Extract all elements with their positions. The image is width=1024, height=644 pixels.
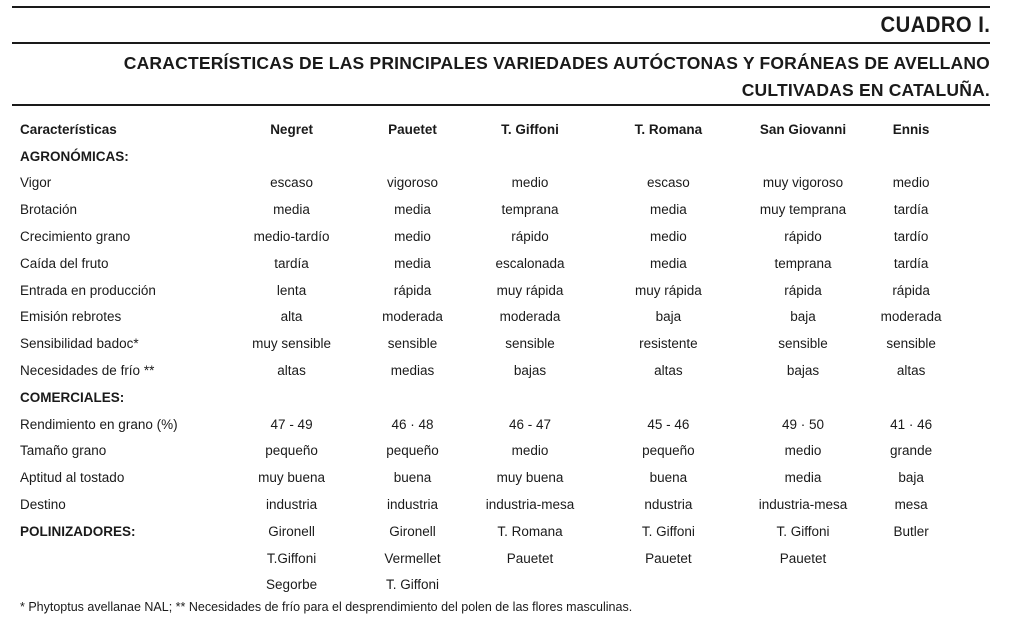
column-header: T. Romana <box>634 121 703 137</box>
footnote: * Phytoptus avellanae NAL; ** Necesidades de frío para el desprendimiento del polen de las flores masculinas. <box>20 600 633 614</box>
table-cell: resistente <box>639 336 698 352</box>
table-cell: tardía <box>893 255 929 271</box>
table-body <box>20 143 960 599</box>
table-cell: muy sensible <box>252 336 331 352</box>
table-cell: media <box>394 255 431 271</box>
table-cell: Gironell <box>268 523 315 539</box>
empty-cell <box>225 143 358 170</box>
table-cell: media <box>273 202 310 218</box>
table-cell: rápido <box>784 229 822 245</box>
table-cell: rápida <box>892 282 930 298</box>
table-cell: 47 - 49 <box>270 416 313 432</box>
table-cell: temprana <box>774 255 832 271</box>
table-cell: buena <box>393 470 432 486</box>
table-cell: temprana <box>501 202 559 218</box>
table-cell: muy buena <box>496 470 564 486</box>
table-cell: T. Giffoni <box>776 523 830 539</box>
table-cell: grande <box>890 443 933 459</box>
row-label: Sensibilidad badoc* <box>20 336 139 352</box>
table-cell: 46 - 47 <box>508 416 551 432</box>
table-cell: medio-tardío <box>253 229 330 245</box>
table-cell: baja <box>655 309 682 325</box>
table-cell: muy temprana <box>759 202 847 218</box>
table-cell: buena <box>649 470 688 486</box>
table-row <box>20 411 960 438</box>
table-cell: medio <box>650 229 687 245</box>
table-cell: tardío <box>893 229 929 245</box>
table-cell <box>467 572 593 599</box>
section-row <box>20 143 960 170</box>
title-line-1: CARACTERÍSTICAS DE LAS PRINCIPALES VARIEDADES AUTÓCTONAS Y FORÁNEAS DE AVELLANO <box>123 53 990 73</box>
row-label: Crecimiento grano <box>20 229 131 245</box>
table-row <box>20 196 960 223</box>
table-cell: industria-mesa <box>485 497 575 513</box>
table-cell: sensible <box>886 336 936 352</box>
table-cell: industria <box>266 497 318 513</box>
table-cell: T.Giffoni <box>266 550 317 566</box>
table-cell: rápido <box>511 229 549 245</box>
polinizadores-row <box>20 572 960 599</box>
table-cell: ndustria <box>644 497 693 513</box>
empty-cell <box>20 545 225 572</box>
empty-cell <box>744 384 862 411</box>
row-label: Entrada en producción <box>20 282 156 298</box>
table-cell: Butler <box>893 523 929 539</box>
varieties-table <box>20 116 960 598</box>
table-cell: medio <box>784 443 822 459</box>
row-label: Tamaño grano <box>20 443 107 459</box>
table-cell <box>744 572 862 599</box>
table-row <box>20 330 960 357</box>
table-row <box>20 250 960 277</box>
row-label: Emisión rebrotes <box>20 309 122 325</box>
empty-cell <box>862 384 960 411</box>
section-row <box>20 384 960 411</box>
empty-cell <box>358 143 467 170</box>
table-row <box>20 277 960 304</box>
table-cell: vigoroso <box>387 175 439 191</box>
table-row <box>20 223 960 250</box>
table-cell: moderada <box>880 309 942 325</box>
table-cell <box>862 572 960 599</box>
table-cell: Pauetet <box>779 550 827 566</box>
column-header: T. Giffoni <box>501 121 559 137</box>
table-cell: Gironell <box>389 523 436 539</box>
table-cell: alta <box>280 309 303 325</box>
table-row <box>20 357 960 384</box>
table-cell: escaso <box>270 175 313 191</box>
empty-cell <box>20 572 225 599</box>
column-header: Negret <box>270 121 313 137</box>
table-cell: media <box>650 202 687 218</box>
table-cell: tardía <box>893 202 929 218</box>
table-cell <box>593 572 744 599</box>
corner-header: Características <box>20 121 117 137</box>
table-cell: muy rápida <box>635 282 702 298</box>
table-cell: moderada <box>382 309 443 325</box>
empty-cell <box>593 143 744 170</box>
table-cell: bajas <box>786 363 820 379</box>
table-number: CUADRO I. <box>880 12 990 37</box>
column-header: Pauetet <box>388 121 437 137</box>
table-cell: lenta <box>276 282 307 298</box>
table-row <box>20 438 960 465</box>
table-cell: tardía <box>274 255 309 271</box>
row-label: Aptitud al tostado <box>20 470 125 486</box>
table-cell: baja <box>790 309 816 325</box>
table-cell: mesa <box>894 497 928 513</box>
table-cell: bajas <box>513 363 547 379</box>
empty-cell <box>593 384 744 411</box>
table-cell: medio <box>394 229 431 245</box>
table-cell: muy buena <box>258 470 325 486</box>
table-cell: pequeño <box>386 443 439 459</box>
table-cell: muy vigoroso <box>762 175 844 191</box>
table-cell: sensible <box>505 336 555 352</box>
table-cell: rápida <box>784 282 822 298</box>
table-cell: T. Romana <box>497 523 563 539</box>
empty-cell <box>862 143 960 170</box>
table-cell: medio <box>511 175 549 191</box>
table-cell: sensible <box>778 336 828 352</box>
table-cell: 46 · 48 <box>391 416 434 432</box>
polinizadores-row <box>20 518 960 545</box>
table-cell: industria-mesa <box>758 497 848 513</box>
table-cell: media <box>784 470 822 486</box>
empty-cell <box>225 384 358 411</box>
title-rule <box>12 104 990 106</box>
table-cell <box>862 545 960 572</box>
table-cell: medias <box>390 363 435 379</box>
table-cell: Pauetet <box>645 550 692 566</box>
table-cell: Segorbe <box>266 577 318 593</box>
row-label: Destino <box>20 497 66 513</box>
table-cell: baja <box>898 470 924 486</box>
table-cell: 45 - 46 <box>647 416 690 432</box>
table-cell: altas <box>896 363 926 379</box>
empty-cell <box>467 384 593 411</box>
table-cell: T. Giffoni <box>386 577 440 593</box>
table-cell: medio <box>892 175 930 191</box>
row-label: Vigor <box>20 175 52 191</box>
table-row <box>20 304 960 331</box>
table-cell: escalonada <box>495 255 565 271</box>
table-cell: pequeño <box>642 443 695 459</box>
table-cell: medio <box>511 443 549 459</box>
title-line-2: CULTIVADAS EN CATALUÑA. <box>741 80 990 100</box>
table-cell: 41 · 46 <box>890 416 933 432</box>
section-title: POLINIZADORES: <box>20 523 136 539</box>
empty-cell <box>744 143 862 170</box>
row-label: Brotación <box>20 202 78 218</box>
table-cell: Pauetet <box>506 550 554 566</box>
empty-cell <box>467 143 593 170</box>
table-cell: 49 · 50 <box>782 416 825 432</box>
column-header: Ennis <box>892 121 930 137</box>
table-cell: rápida <box>393 282 432 298</box>
table-cell: industria <box>387 497 439 513</box>
table-cell: escaso <box>647 175 690 191</box>
table-cell: pequeño <box>265 443 318 459</box>
table-row <box>20 170 960 197</box>
row-label: Rendimiento en grano (%) <box>20 416 178 432</box>
row-label: Necesidades de frío ** <box>20 363 155 379</box>
header-rule <box>12 42 990 44</box>
table-title <box>90 50 990 104</box>
table-cell: Vermellet <box>384 550 441 566</box>
table-cell: sensible <box>387 336 438 352</box>
header-row <box>20 116 960 143</box>
table-cell: T. Giffoni <box>641 523 695 539</box>
table-cell: muy rápida <box>496 282 564 298</box>
polinizadores-row <box>20 545 960 572</box>
table-cell: media <box>394 202 431 218</box>
row-label: Caída del fruto <box>20 255 109 271</box>
table-cell: altas <box>654 363 683 379</box>
table-cell: media <box>650 255 687 271</box>
empty-cell <box>358 384 467 411</box>
section-title: AGRONÓMICAS: <box>20 148 129 164</box>
column-header: San Giovanni <box>759 121 847 137</box>
table-row <box>20 464 960 491</box>
top-rule <box>12 6 990 8</box>
table-row <box>20 491 960 518</box>
table-cell: moderada <box>499 309 561 325</box>
table-cell: altas <box>277 363 306 379</box>
section-title: COMERCIALES: <box>20 389 125 405</box>
